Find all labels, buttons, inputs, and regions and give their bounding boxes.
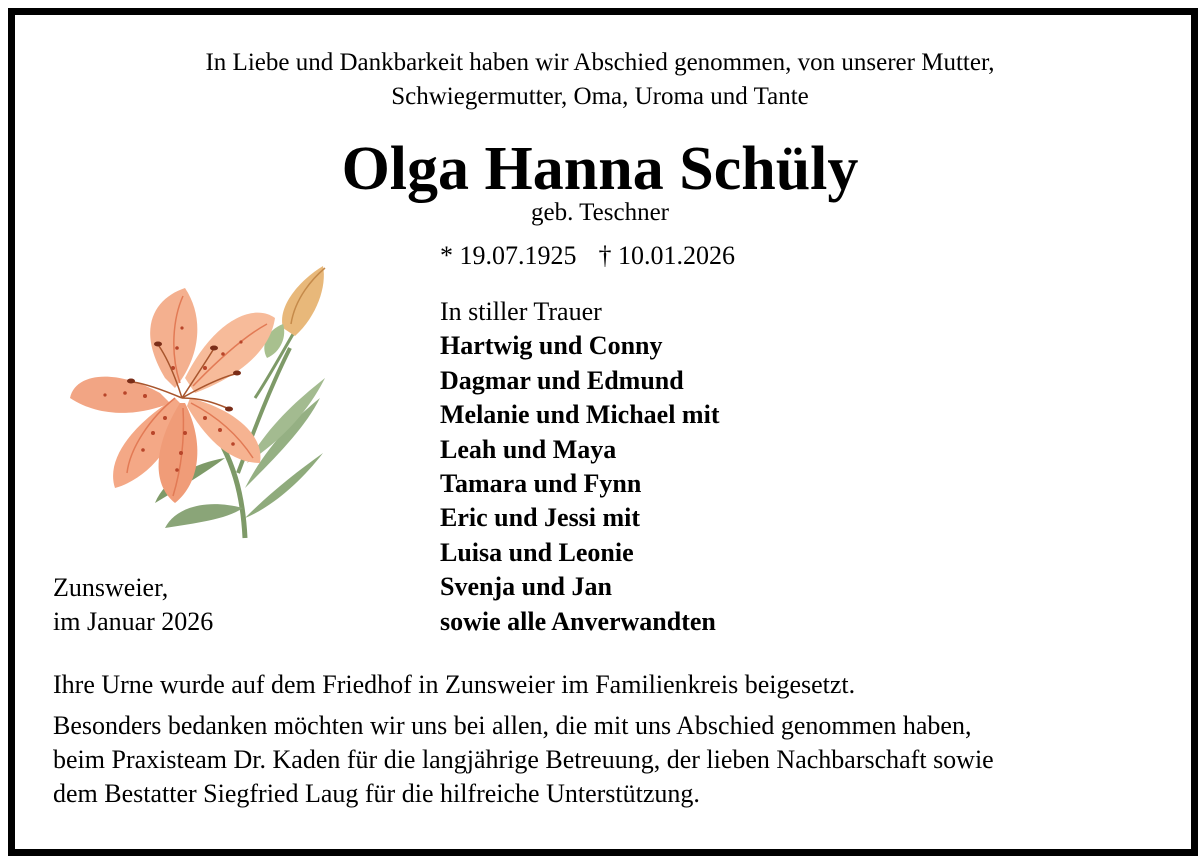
intro-line-2: Schwiegermutter, Oma, Uroma und Tante <box>391 83 809 110</box>
thanks-line-2: beim Praxisteam Dr. Kaden für die langjährige Betreuung, der lieben Nachbarschaft sowie <box>53 745 994 774</box>
thanks-line-3: dem Bestatter Siegfried Laug für die hilfreiche Unterstützung. <box>53 779 700 808</box>
deceased-name: Olga Hanna Schüly <box>341 135 859 203</box>
death-date: † 10.01.2026 <box>598 241 735 270</box>
mourner-entry: Leah und Maya <box>440 434 617 464</box>
intro-line-1: In Liebe und Dankbarkeit haben wir Abschied genommen, von unserer Mutter, <box>205 49 995 76</box>
place-line-2: im Januar 2026 <box>53 607 214 637</box>
lily-flower-icon <box>55 258 340 543</box>
mourner-entry: Hartwig und Conny <box>440 331 663 361</box>
mourner-entry: sowie alle Anverwandten <box>440 606 716 636</box>
mourner-entry: Melanie und Michael mit <box>440 400 720 430</box>
mourners-list <box>440 295 719 639</box>
place-line-1: Zunsweier, <box>53 573 169 602</box>
life-dates <box>440 239 735 273</box>
mourner-entry: Dagmar und Edmund <box>440 365 684 395</box>
mourner-entry: Tamara und Fynn <box>440 469 642 499</box>
place-date <box>53 571 213 640</box>
birth-date: * 19.07.1925 <box>440 241 577 270</box>
mourner-entry: Eric und Jessi mit <box>440 503 641 533</box>
intro-text <box>0 46 1200 114</box>
burial-note: Ihre Urne wurde auf dem Friedhof in Zunsweier im Familienkreis beigesetzt. <box>53 670 856 699</box>
mourners-lead: In stiller Trauer <box>440 297 602 326</box>
birth-name: geb. Teschner <box>530 199 669 226</box>
thanks-paragraph <box>53 709 994 811</box>
mourner-entry: Svenja und Jan <box>440 572 612 602</box>
mourner-entry: Luisa und Leonie <box>440 537 634 567</box>
thanks-line-1: Besonders bedanken möchten wir uns bei allen, die mit uns Abschied genommen haben, <box>53 711 972 740</box>
